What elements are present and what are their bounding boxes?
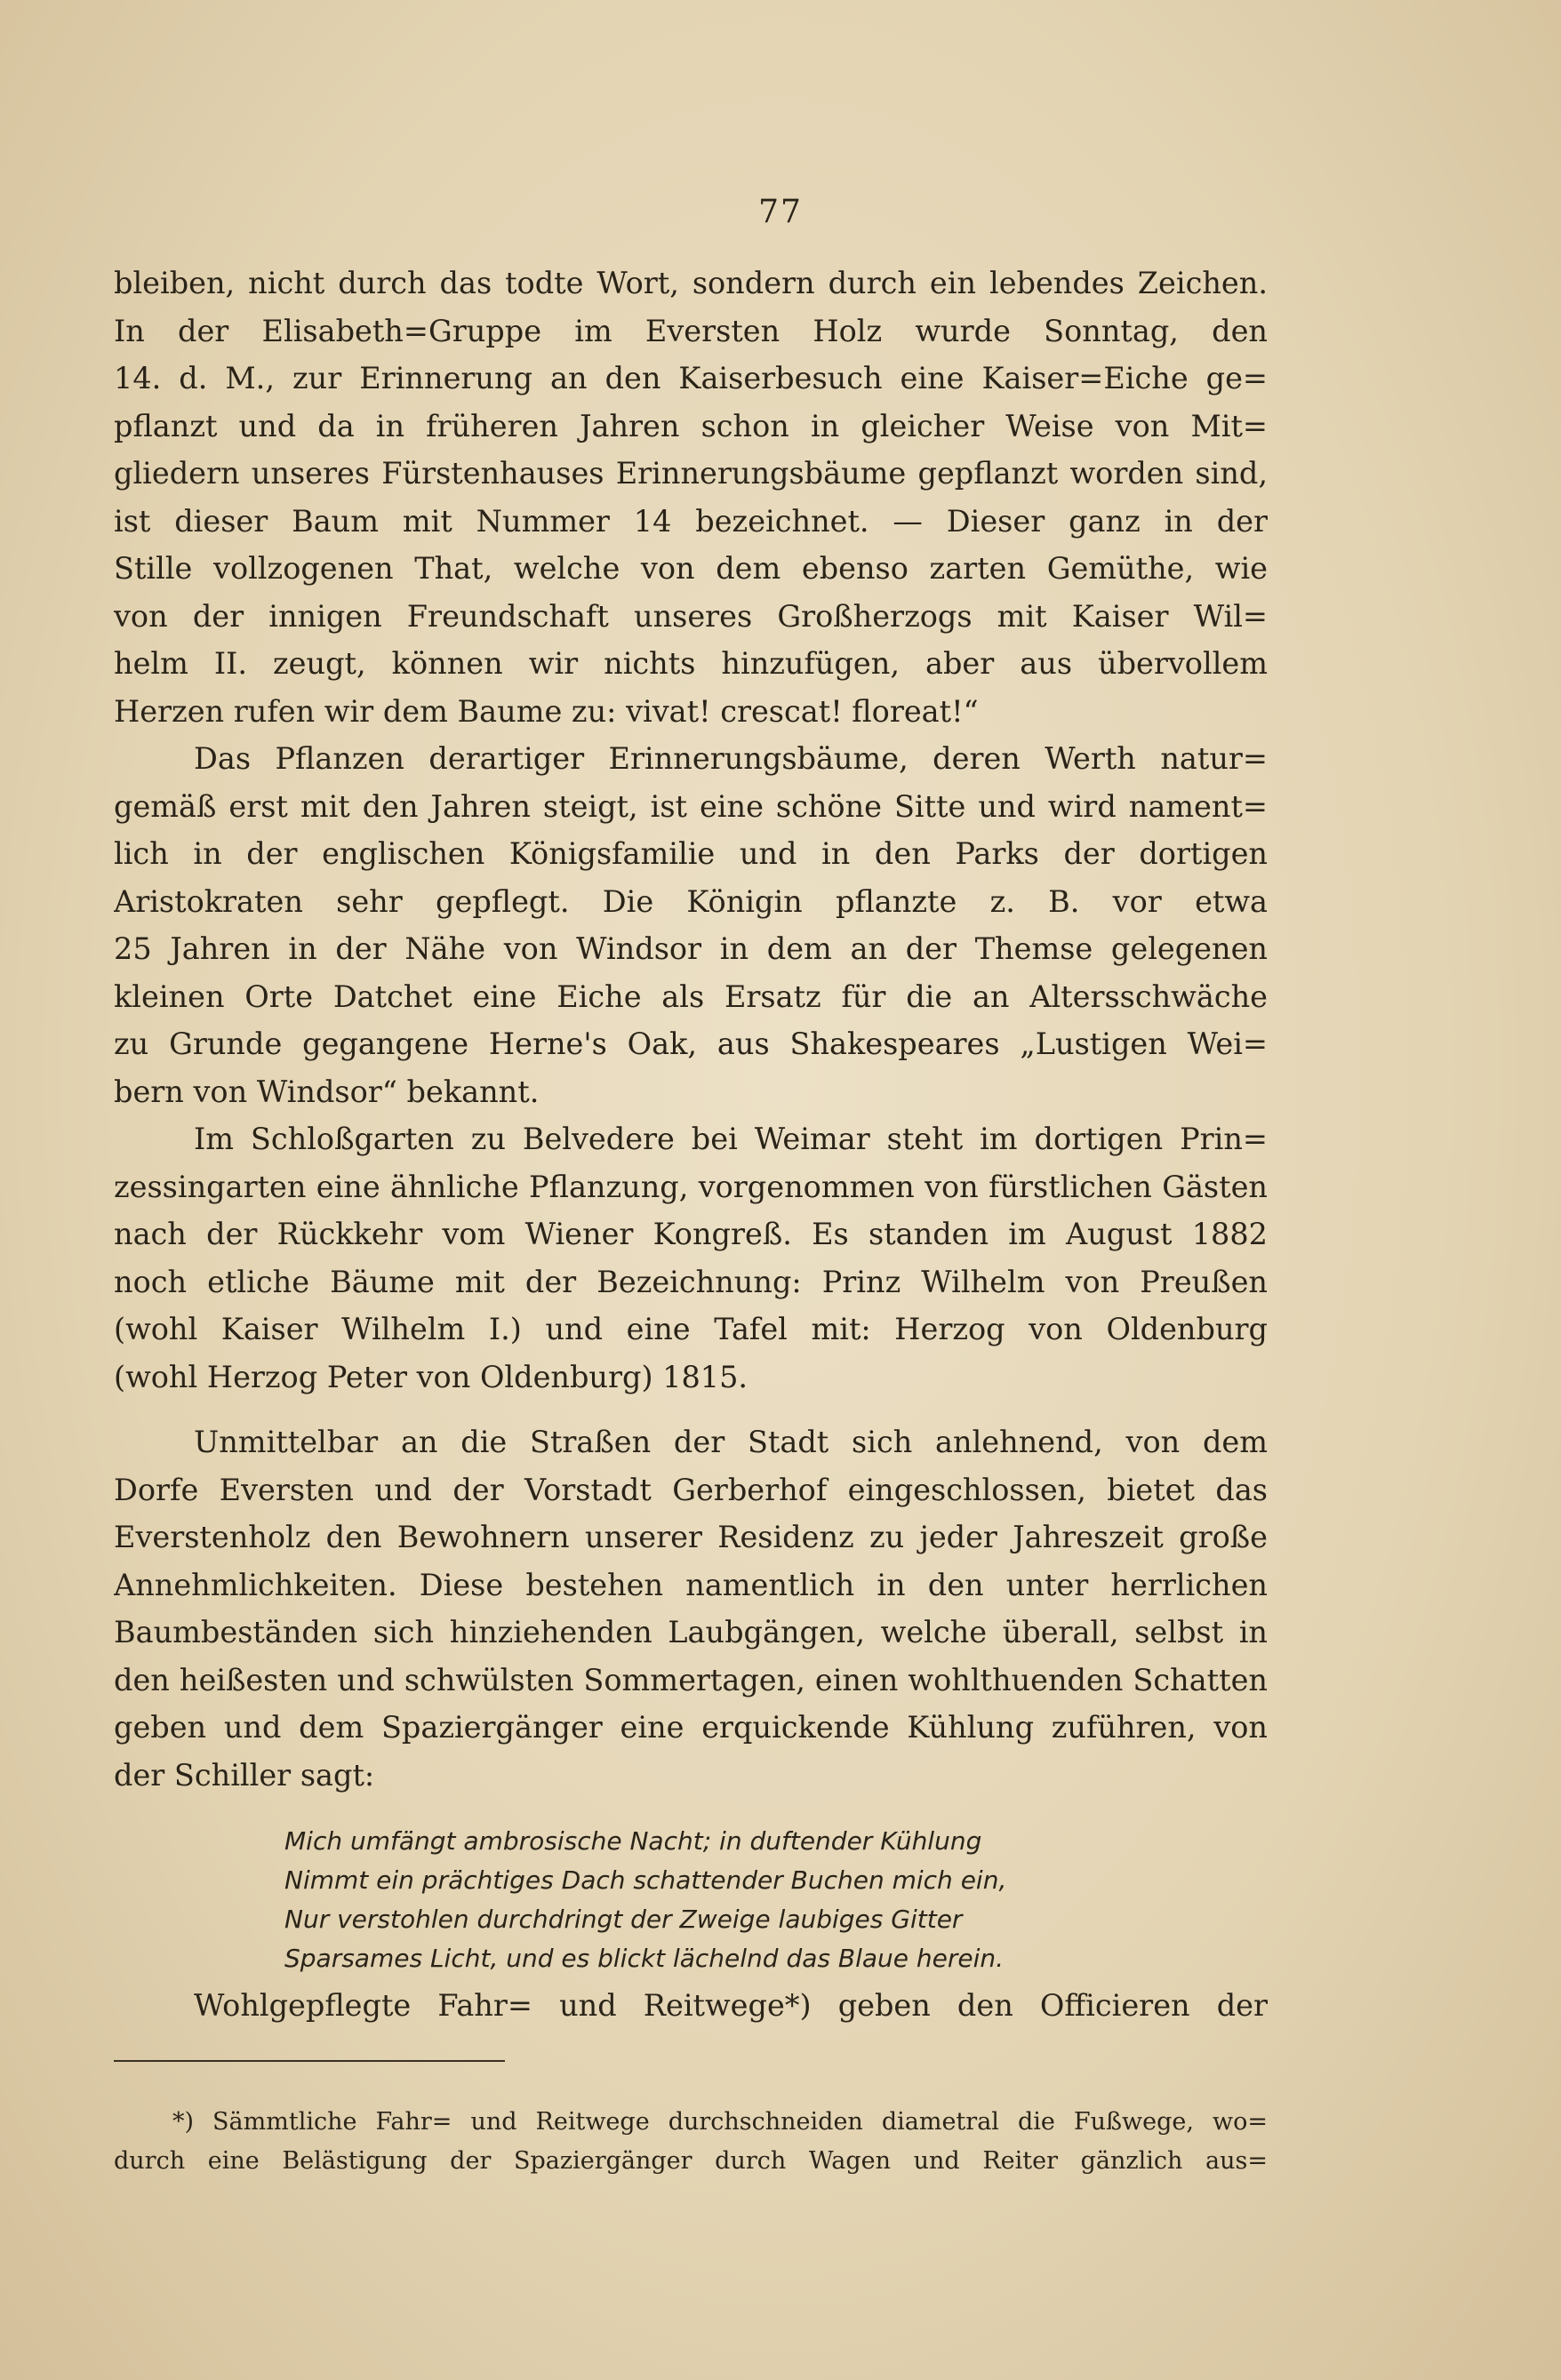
poem-line: Sparsames Licht, und es blickt lächelnd das Blaue herein.: [284, 1944, 1005, 1973]
paragraph-gap: [114, 1401, 1268, 1418]
text-line: gemäß erst mit den Jahren steigt, ist eine schöne Sitte und wird nament=: [114, 788, 1268, 824]
footnote: [114, 2103, 1268, 2181]
text-line: bleiben, nicht durch das todte Wort, sondern durch ein lebendes Zeichen.: [114, 266, 1268, 300]
text-line: In der Elisabeth=Gruppe im Eversten Holz wurde Sonntag, den: [114, 313, 1268, 348]
poem-line: Mich umfängt ambrosische Nacht; in duftender Kühlung: [284, 1826, 982, 1856]
text-line: von der innigen Freundschaft unseres Großherzogs mit Kaiser Wil=: [114, 598, 1268, 634]
text-line: Baumbeständen sich hinziehenden Laubgängen, welche überall, selbst in: [114, 1615, 1268, 1649]
page-number: 77: [758, 194, 803, 230]
text-line: kleinen Orte Datchet eine Eiche als Ersatz für die an Altersschwäche: [114, 978, 1268, 1014]
text-line: Aristokraten sehr gepflegt. Die Königin pflanzte z. B. vor etwa: [114, 883, 1268, 919]
text-line: zessingarten eine ähnliche Pflanzung, vorgenommen von fürstlichen Gästen: [114, 1169, 1268, 1204]
text-line: lich in der englischen Königsfamilie und in den Parks der dortigen: [114, 836, 1268, 871]
text-line: zu Grunde gegangene Herne's Oak, aus Shakespeares „Lustigen Wei=: [114, 1026, 1268, 1061]
footnote-line: durch eine Belästigung der Spaziergänger durch Wagen und Reiter gänzlich aus=: [114, 2147, 1268, 2175]
text-line: Annehmlichkeiten. Diese bestehen namentlich in den unter herrlichen: [114, 1567, 1268, 1602]
text-line: (wohl Herzog Peter von Oldenburg) 1815.: [114, 1359, 748, 1394]
continued-text: [114, 1982, 1268, 2030]
text-line: Everstenholz den Bewohnern unserer Residenz zu jeder Jahreszeit große: [114, 1520, 1268, 1554]
text-line: 14. d. M., zur Erinnerung an den Kaiserbesuch eine Kaiser=Eiche ge=: [114, 361, 1268, 395]
text-line: noch etliche Bäume mit der Bezeichnung: Prinz Wilhelm von Preußen: [114, 1264, 1268, 1299]
text-line: den heißesten und schwülsten Sommertagen, einen wohlthuenden Schatten: [114, 1662, 1268, 1697]
main-text: [114, 260, 1268, 1799]
text-line: 25 Jahren in der Nähe von Windsor in dem an der Themse gelegenen: [114, 931, 1268, 966]
text-line: Das Pflanzen derartiger Erinnerungsbäume, deren Werth natur=: [194, 741, 1268, 776]
text-line: geben und dem Spaziergänger eine erquickende Kühlung zuführen, von: [114, 1710, 1268, 1745]
text-line: Im Schloßgarten zu Belvedere bei Weimar steht im dortigen Prin=: [194, 1122, 1268, 1156]
text-line: Herzen rufen wir dem Baume zu: vivat! crescat! floreat!“: [114, 693, 979, 729]
text-line: gliedern unseres Fürstenhauses Erinnerungsbäume gepflanzt worden sind,: [114, 456, 1268, 491]
text-line: bern von Windsor“ bekannt.: [114, 1074, 540, 1109]
footnote-divider: [114, 2060, 505, 2062]
poem-line: Nimmt ein prächtiges Dach schattender Buchen mich ein,: [284, 1865, 1007, 1895]
text-line: ist dieser Baum mit Nummer 14 bezeichnet. — Dieser ganz in der: [114, 503, 1268, 539]
text-line: nach der Rückkehr vom Wiener Kongreß. Es standen im August 1882: [114, 1217, 1268, 1251]
text-line: der Schiller sagt:: [114, 1757, 375, 1793]
text-line: Wohlgepflegte Fahr= und Reitwege*) geben den Officieren der: [194, 1988, 1268, 2023]
text-line: Dorfe Eversten und der Vorstadt Gerberhof eingeschlossen, bietet das: [114, 1472, 1268, 1507]
text-line: pflanzt und da in früheren Jahren schon in gleicher Weise von Mit=: [114, 408, 1268, 443]
footnote-line: *) Sämmtliche Fahr= und Reitwege durchschneiden diametral die Fußwege, wo=: [172, 2108, 1268, 2136]
text-line: helm II. zeugt, können wir nichts hinzufügen, aber aus übervollem: [114, 646, 1268, 681]
text-line: (wohl Kaiser Wilhelm I.) und eine Tafel mit: Herzog von Oldenburg: [114, 1312, 1268, 1346]
text-line: Stille vollzogenen That, welche von dem ebenso zarten Gemüthe, wie: [114, 551, 1268, 586]
text-line: Unmittelbar an die Straßen der Stadt sich anlehnend, von dem: [194, 1425, 1268, 1459]
poem-line: Nur verstohlen durchdringt der Zweige laubiges Gitter: [284, 1905, 963, 1934]
poem-quote: [284, 1822, 1085, 1978]
